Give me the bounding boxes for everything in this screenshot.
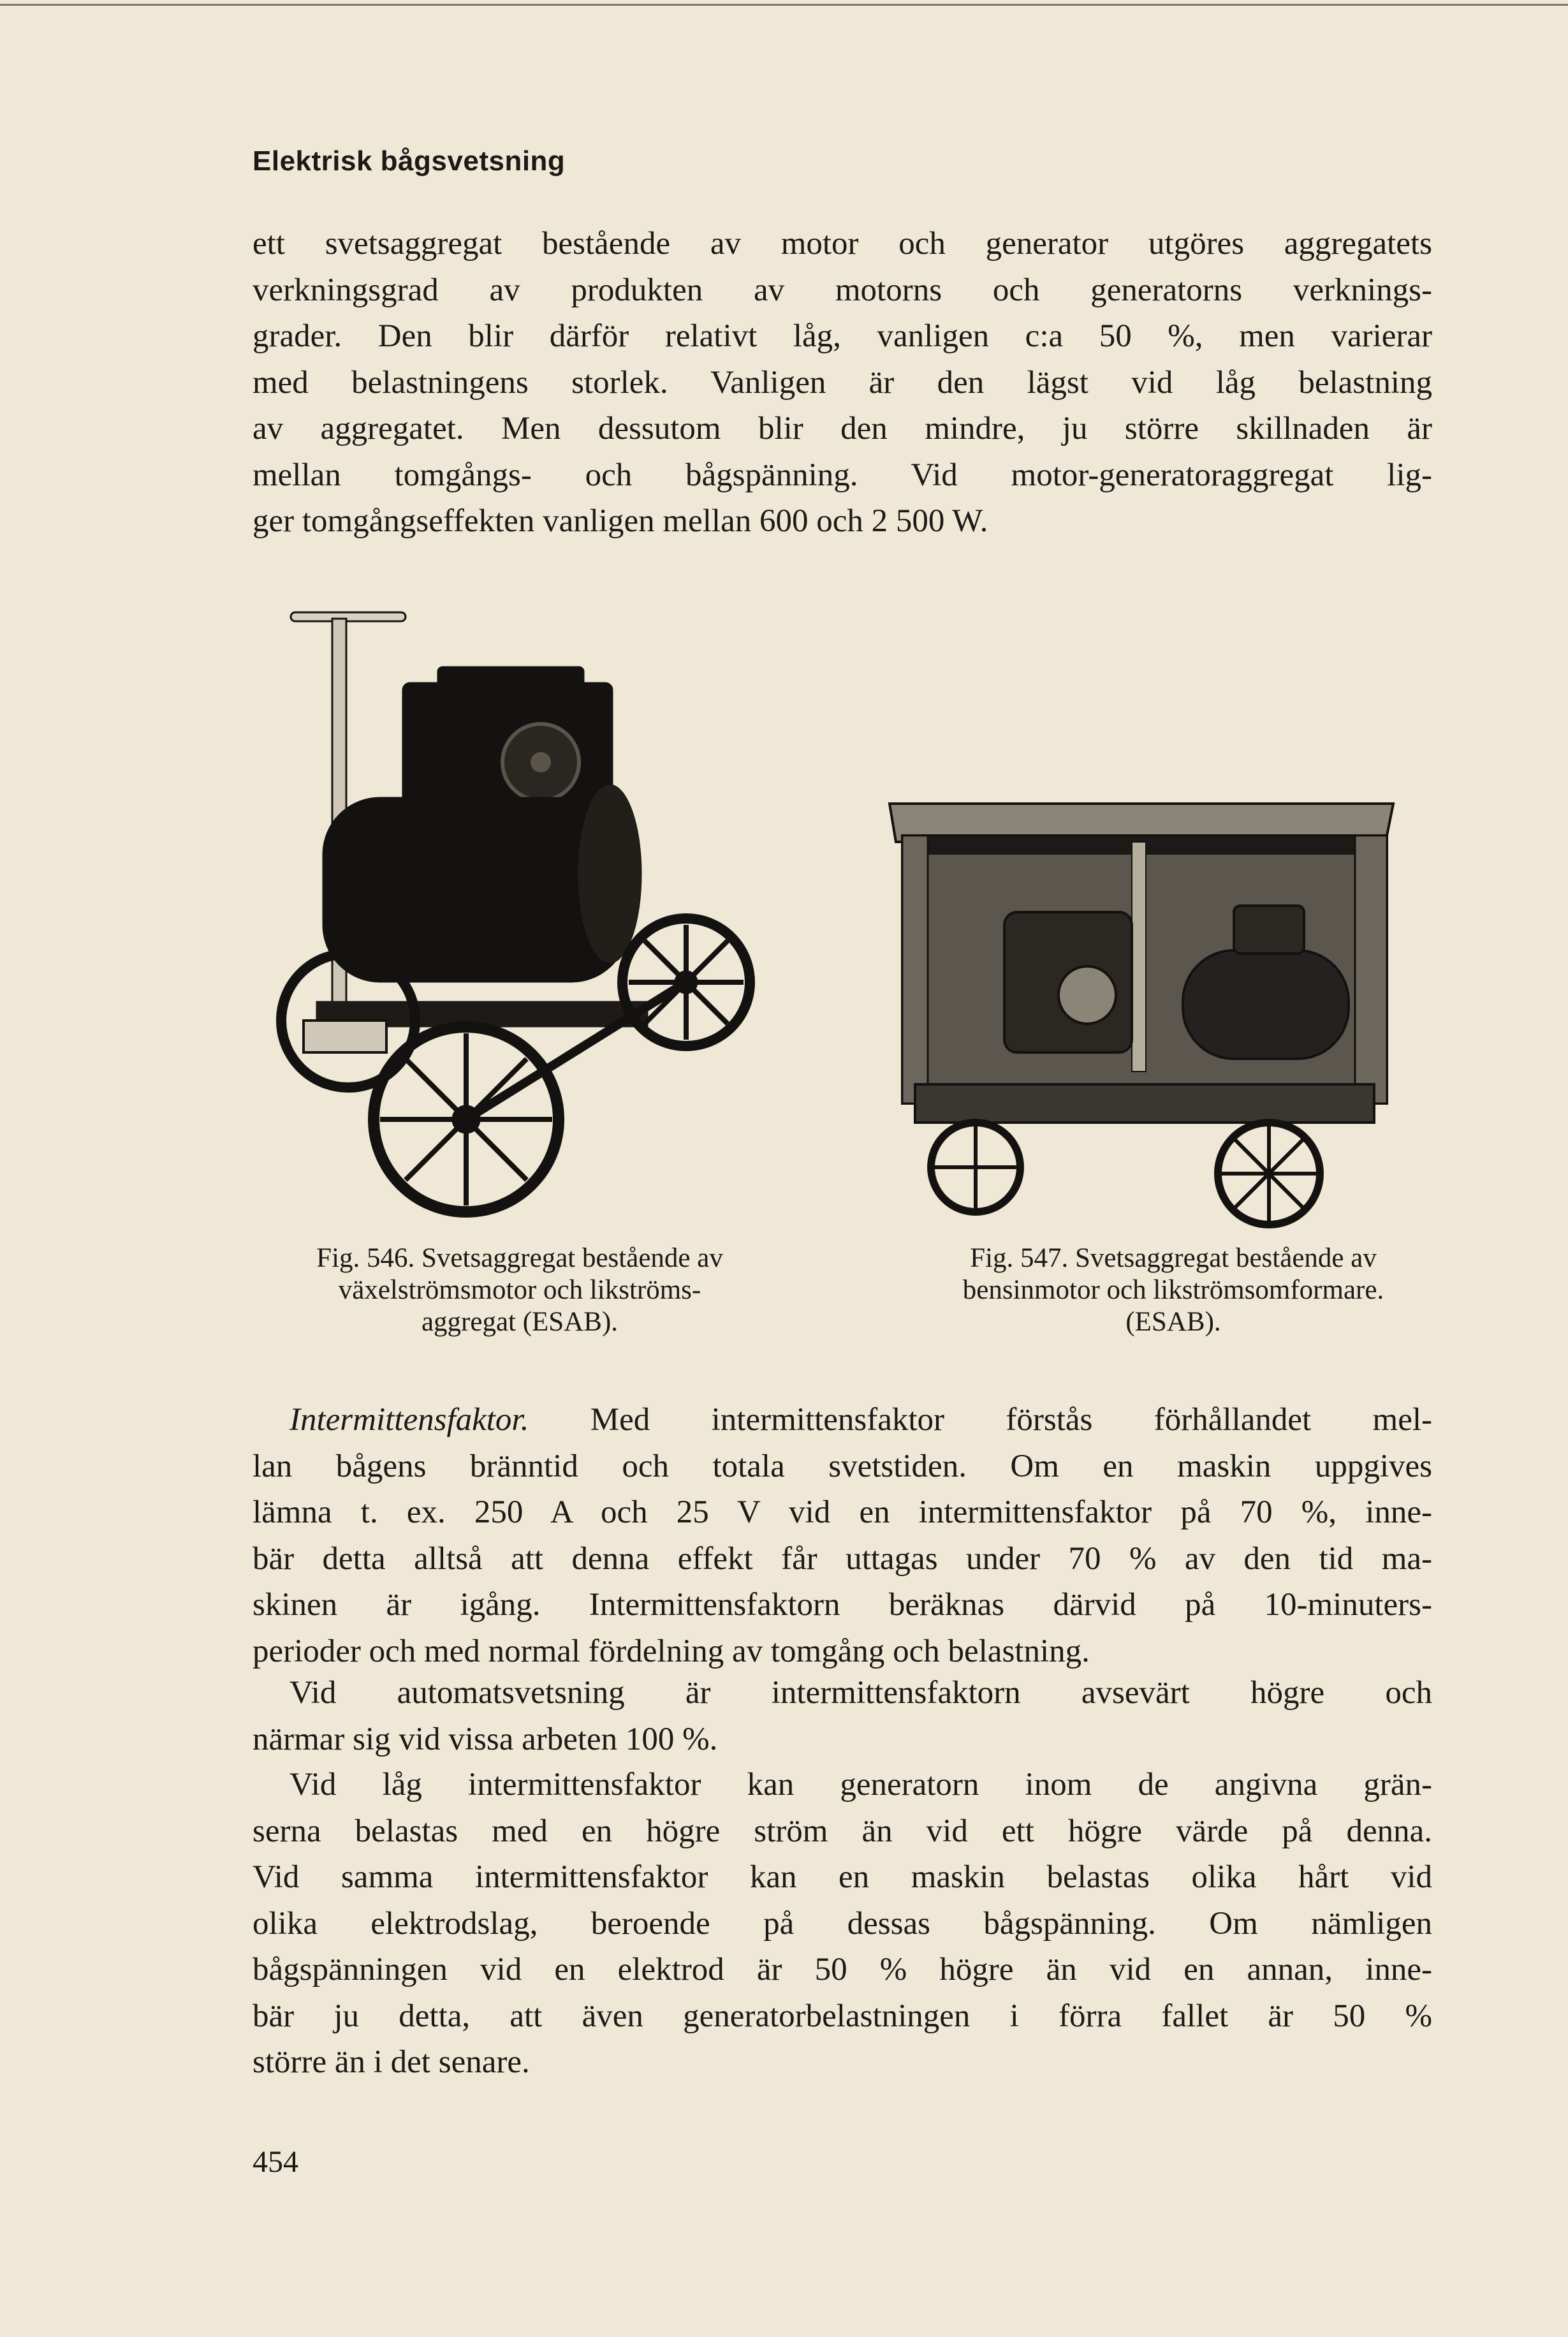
- text-line: närmar sig vid vissa arbeten 100 %.: [253, 1721, 718, 1757]
- text-line: Vid låg intermittensfaktor kan generatorn inom de angivna grän-: [289, 1767, 1432, 1803]
- paragraph-1: [253, 221, 1432, 545]
- running-head: Elektrisk bågsvetsning: [253, 145, 566, 177]
- text-line: skinen är igång. Intermittensfaktorn beräknas därvid på 10-minuters-: [253, 1587, 1432, 1623]
- caption-line: Fig. 547. Svetsaggregat bestående av: [970, 1243, 1377, 1273]
- section-heading-italic: Intermittensfaktor.: [289, 1402, 529, 1438]
- caption-line: (ESAB).: [1125, 1307, 1221, 1337]
- caption-line: Fig. 546. Svetsaggregat bestående av: [316, 1243, 723, 1273]
- paragraph-4: [253, 1762, 1432, 2086]
- text-line: större än i det senare.: [253, 2044, 530, 2080]
- text-line: lämna t. ex. 250 A och 25 V vid en intermittensfaktor på 70 %, inne-: [253, 1494, 1432, 1530]
- caption-line: aggregat (ESAB).: [421, 1307, 619, 1337]
- caption-line: växelströmsmotor och likströms-: [338, 1275, 701, 1305]
- text-line: bär detta alltså att denna effekt får uttagas under 70 % av den tid ma-: [253, 1540, 1432, 1577]
- figure-547-caption: [893, 1242, 1454, 1338]
- text-line: bär ju detta, att även generatorbelastningen i förra fallet är 50 %: [253, 1998, 1432, 2034]
- text-line: Vid samma intermittensfaktor kan en maskin belastas olika hårt vid: [253, 1859, 1432, 1895]
- paragraph-intermittensfaktor: [253, 1397, 1432, 1674]
- figure-547-welding-cart-photo: [877, 785, 1406, 1244]
- caption-line: bensinmotor och likströmsomformare.: [962, 1275, 1384, 1305]
- text-line: grader. Den blir därför relativt låg, vanligen c:a 50 %, men varierar: [253, 318, 1432, 354]
- text-line: mellan tomgångs- och bågspänning. Vid motor-generatoraggregat lig-: [253, 457, 1432, 493]
- text-line: verkningsgrad av produkten av motorns och generatorns verknings-: [253, 272, 1432, 308]
- text-line: med belastningens storlek. Vanligen är den lägst vid låg belastning: [253, 364, 1432, 401]
- text-line: serna belastas med en högre ström än vid ett högre värde på denna.: [253, 1813, 1432, 1849]
- figure-546-welding-set-photo: [253, 587, 775, 1231]
- text-line-rest: Med intermittensfaktor förstås förhållandet mel-: [529, 1402, 1432, 1438]
- text-line: Vid automatsvetsning är intermittensfaktorn avsevärt högre och: [289, 1675, 1432, 1711]
- figure-546-caption: [249, 1242, 791, 1338]
- page-number: 454: [253, 2145, 298, 2179]
- text-line: av aggregatet. Men dessutom blir den mindre, ju större skillnaden är: [253, 411, 1432, 446]
- page-edge-line: [0, 4, 1568, 6]
- text-line: ett svetsaggregat bestående av motor och generator utgöres aggregatets: [253, 226, 1432, 262]
- text-line: [253, 1397, 1432, 1443]
- text-line: bågspänningen vid en elektrod är 50 % högre än vid en annan, inne-: [253, 1952, 1432, 1987]
- text-line: perioder och med normal fördelning av tomgång och belastning.: [253, 1633, 1090, 1669]
- text-line: olika elektrodslag, beroende på dessas bågspänning. Om nämligen: [253, 1905, 1432, 1942]
- text-line: lan bågens bränntid och totala svetstiden. Om en maskin uppgives: [253, 1448, 1432, 1484]
- text-line: ger tomgångseffekten vanligen mellan 600 och 2 500 W.: [253, 503, 988, 539]
- paragraph-3: [253, 1670, 1432, 1762]
